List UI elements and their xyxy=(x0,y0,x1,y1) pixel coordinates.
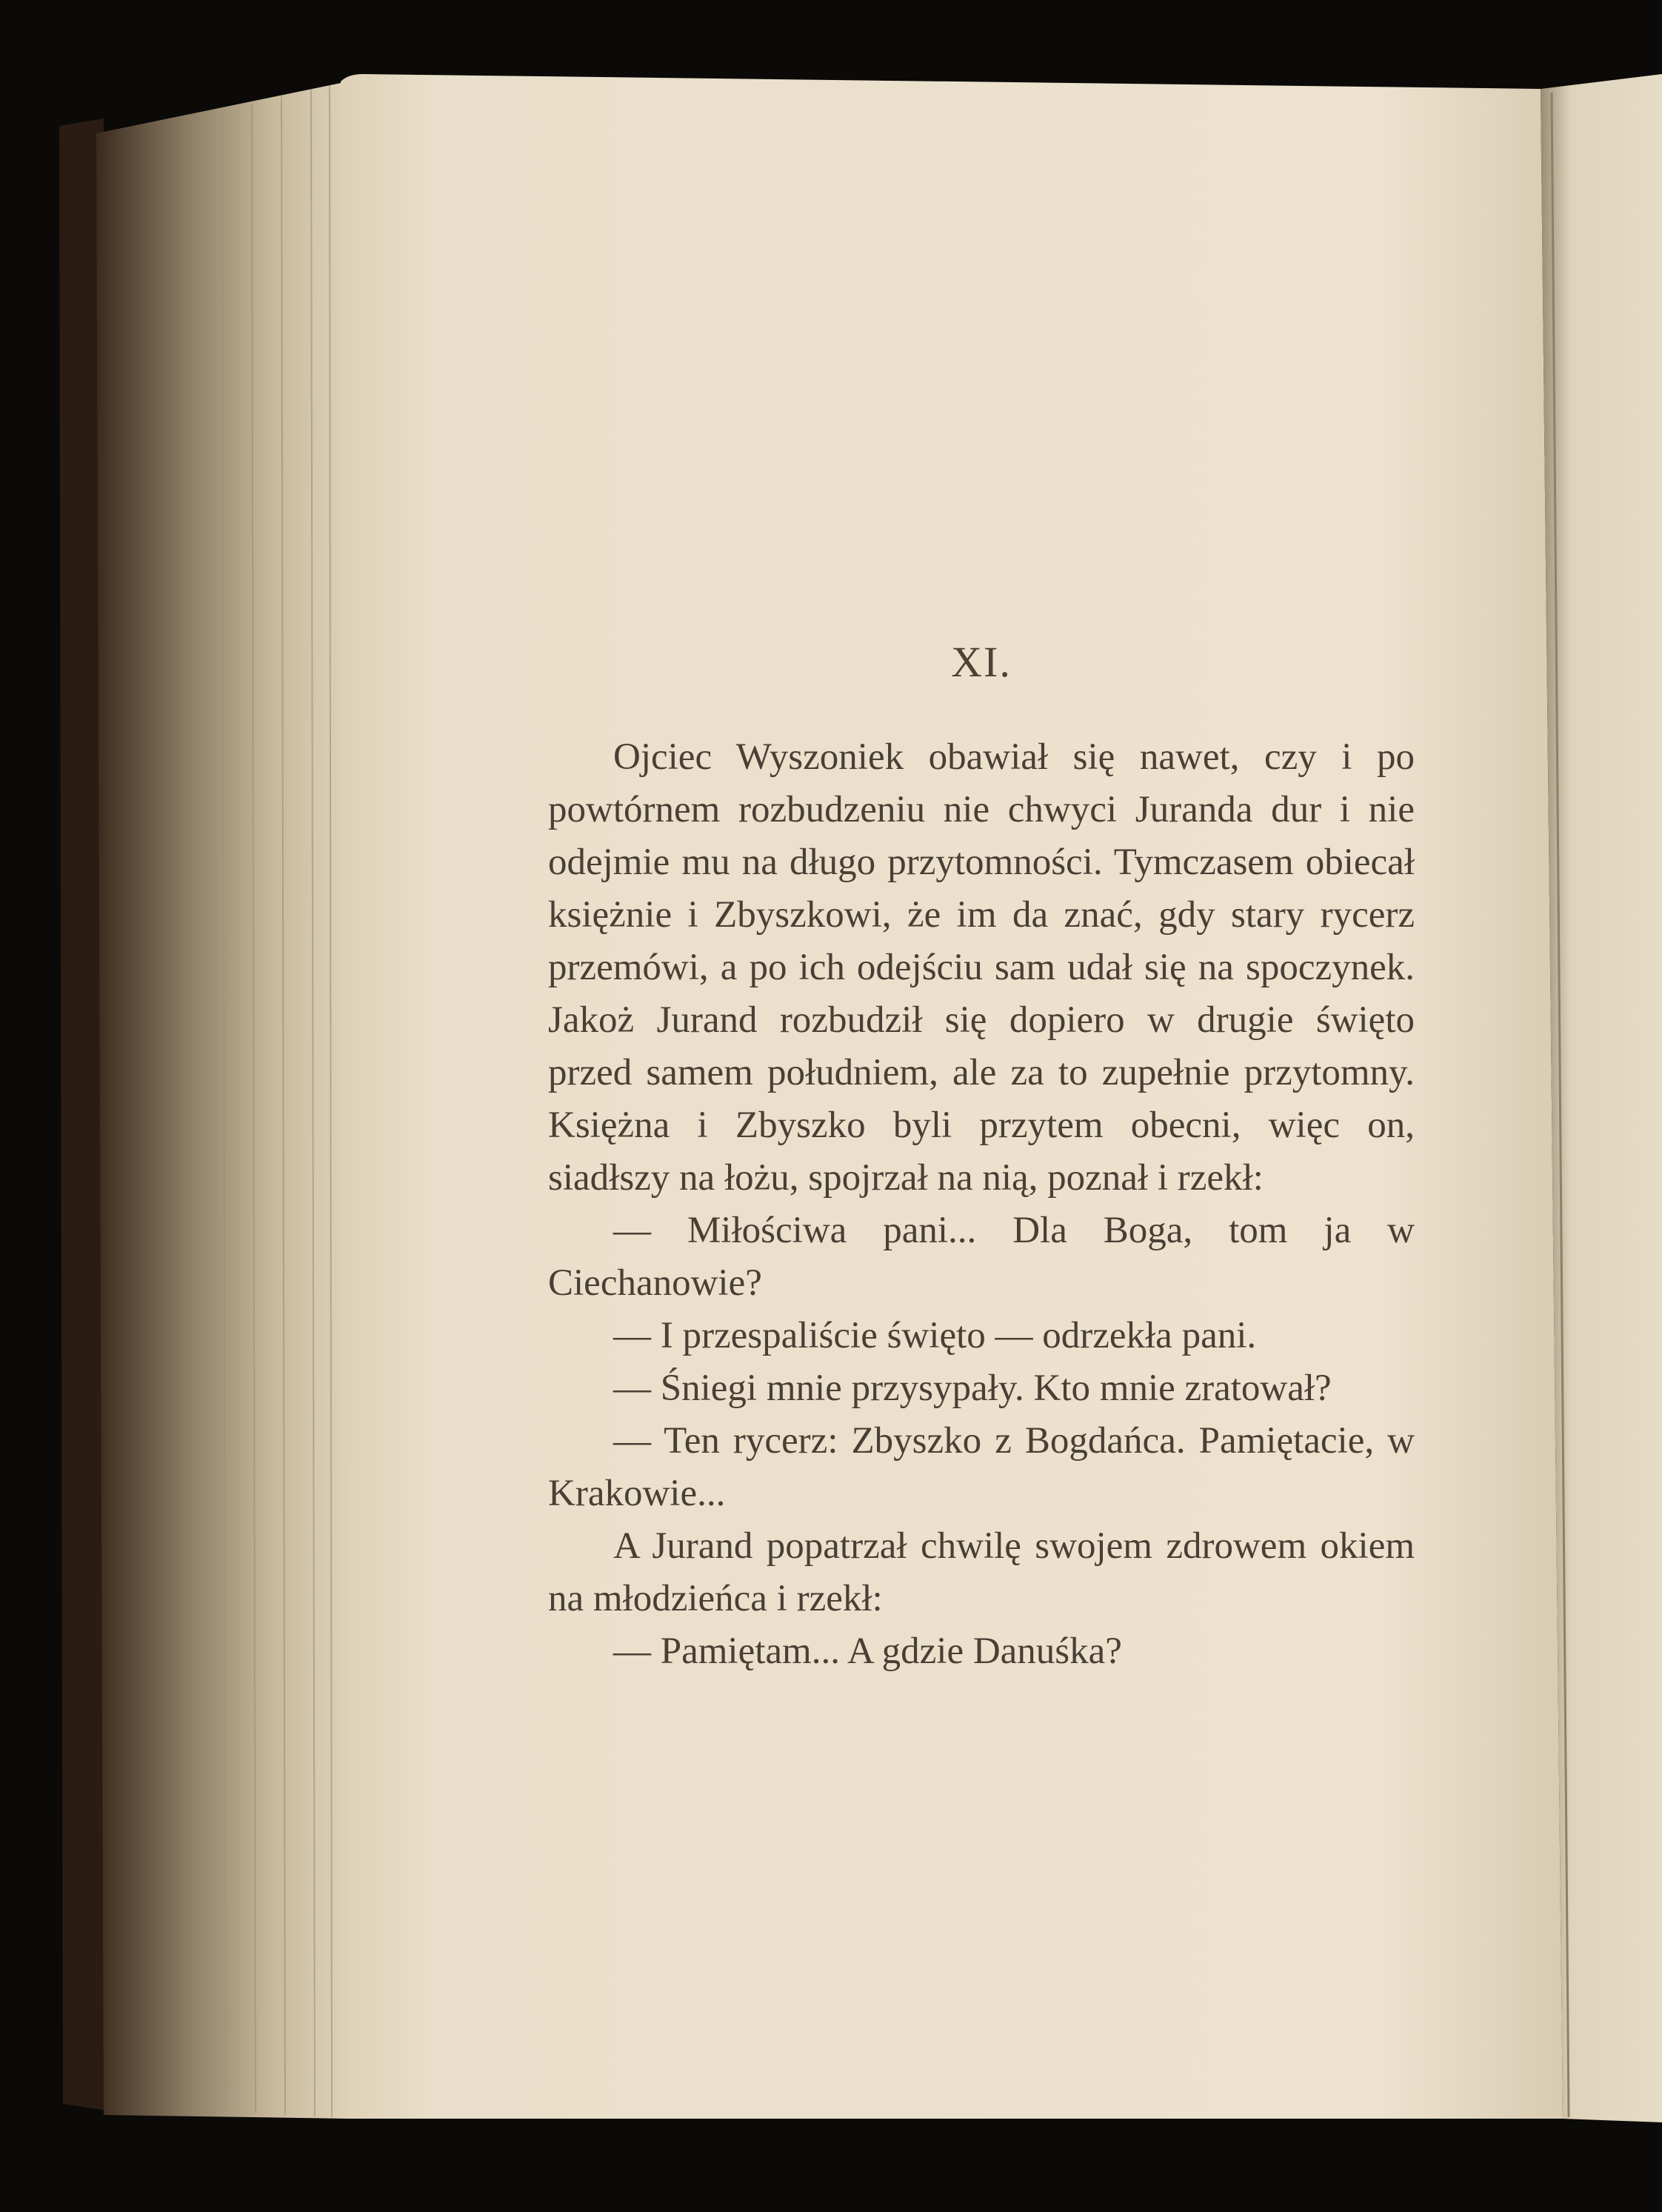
paragraph: — I przespaliście święto — odrzekła pani. xyxy=(613,1315,1257,1356)
paragraph: — Śniegi mnie przysypały. Kto mnie zratował? xyxy=(613,1367,1332,1409)
paragraph: — Miłościwa pani... Dla Boga, tom ja w Ciechanowie? xyxy=(548,1210,1415,1304)
chapter-heading: XI. xyxy=(951,638,1012,686)
paragraph: A Jurand popatrzał chwilę swojem zdrowem okiem na młodzieńca i rzekł: xyxy=(548,1525,1415,1619)
paragraph: — Pamiętam... A gdzie Danuśka? xyxy=(613,1630,1122,1672)
page-text-block xyxy=(548,637,1415,1678)
paragraph: — Ten rycerz: Zbyszko z Bogdańca. Pamiętacie, w Krakowie... xyxy=(548,1420,1415,1514)
paragraph: Ojciec Wyszoniek obawiał się nawet, czy i po powtórnem rozbudzeniu nie chwyci Juranda dur i nie odejmie mu na długo przytomności. Tymczasem obiecał księżnie i Zbyszkowi, że im da znać, gdy stary rycerz przemówi, a po ich odejściu sam udał się na spoczynek. Jakoż Jurand rozbudził się dopiero w drugie święto przed samem południem, ale za to zupełnie przytomny. Księżna i Zbyszko byli przytem obecni, więc on, siadłszy na łożu, spojrzał na nią, poznał i rzekł: xyxy=(548,736,1415,1199)
